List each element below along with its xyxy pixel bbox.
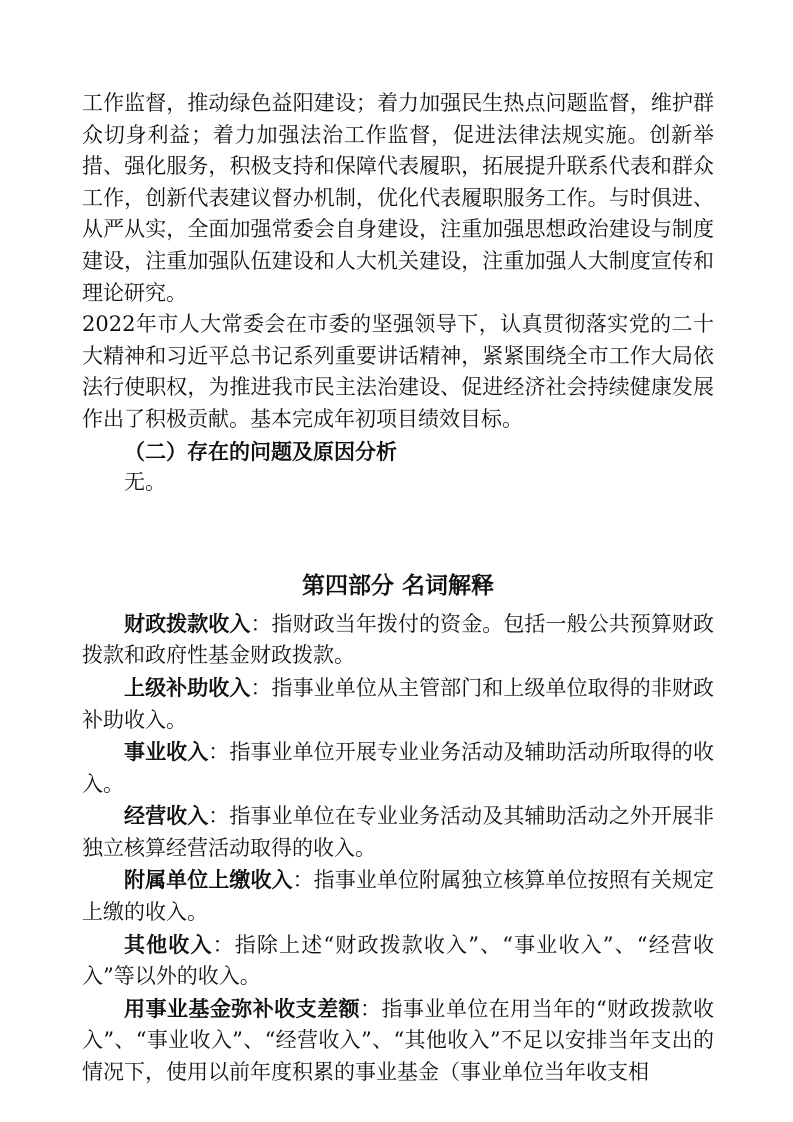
summary-paragraph: 工作监督，推动绿色益阳建设；着力加强民生热点问题监督，维护群众切身利益；着力加强法治工作监督，促进法律法规实施。创新举措、强化服务，积极支持和保障代表履职，拓展提升联系代表和群众工作，创新代表建议督办机制，优化代表履职服务工作。与时俱进、从严从实，全面加强常委会自身建设，注重加强思想政治建设与制度建设，注重加强队伍建设和人大机关建设，注重加强人大制度宣传和理论研究。: [82, 91, 714, 305]
term-definition: ：指事业单位在专业业务活动及其辅助活动之外开展非独立核算经营活动取得的收入。: [82, 804, 714, 860]
term-label: 附属单位上缴收入: [124, 867, 293, 893]
term-label: 财政拨款收入: [124, 610, 251, 636]
problems-text: 无。: [124, 470, 166, 495]
term-item: [82, 736, 714, 800]
problems-heading: （二）存在的问题及原因分析: [124, 438, 397, 464]
conclusion-paragraph: 2022年市人大常委会在市委的坚强领导下，认真贯彻落实党的二十大精神和习近平总书记系列重要讲话精神，紧紧围绕全市工作大局依法行使职权，为推进我市民主法治建设、促进经济社会持续健康发展作出了积极贡献。基本完成年初项目绩效目标。: [82, 312, 714, 431]
term-definition: ：指事业单位开展专业业务活动及辅助活动所取得的收入。: [82, 740, 714, 796]
term-label: 用事业基金弥补收支差额: [124, 995, 360, 1021]
term-label: 事业收入: [124, 739, 209, 765]
term-label: 其他收入: [124, 931, 213, 957]
term-item: [82, 672, 714, 736]
term-label: 经营收入: [124, 803, 209, 829]
term-definition: ：指财政当年拨付的资金。包括一般公共预算财政拨款和政府性基金财政拨款。: [82, 611, 715, 668]
term-item: [82, 864, 714, 928]
term-item: [82, 929, 714, 993]
document-page: [82, 88, 714, 1089]
term-definition: ：指事业单位从主管部门和上级单位取得的非财政补助收入。: [82, 675, 715, 732]
term-label: 上级补助收入: [124, 674, 251, 700]
term-item: [82, 993, 714, 1089]
term-definition: ：指事业单位在用当年的“财政拨款收入”、“事业收入”、“经营收入”、“其他收入”不足以安排当年支出的情况下，使用以前年度积累的事业基金（事业单位当年收支相: [82, 996, 715, 1085]
term-item: [82, 608, 714, 672]
term-definition: ：指除上述“财政拨款收入”、“事业收入”、“经营收入”等以外的收入。: [82, 932, 714, 989]
term-definition: ：指事业单位附属独立核算单位按照有关规定上缴的收入。: [82, 868, 714, 925]
part-four-title: 第四部分 名词解释: [301, 572, 494, 599]
term-item: [82, 800, 714, 864]
